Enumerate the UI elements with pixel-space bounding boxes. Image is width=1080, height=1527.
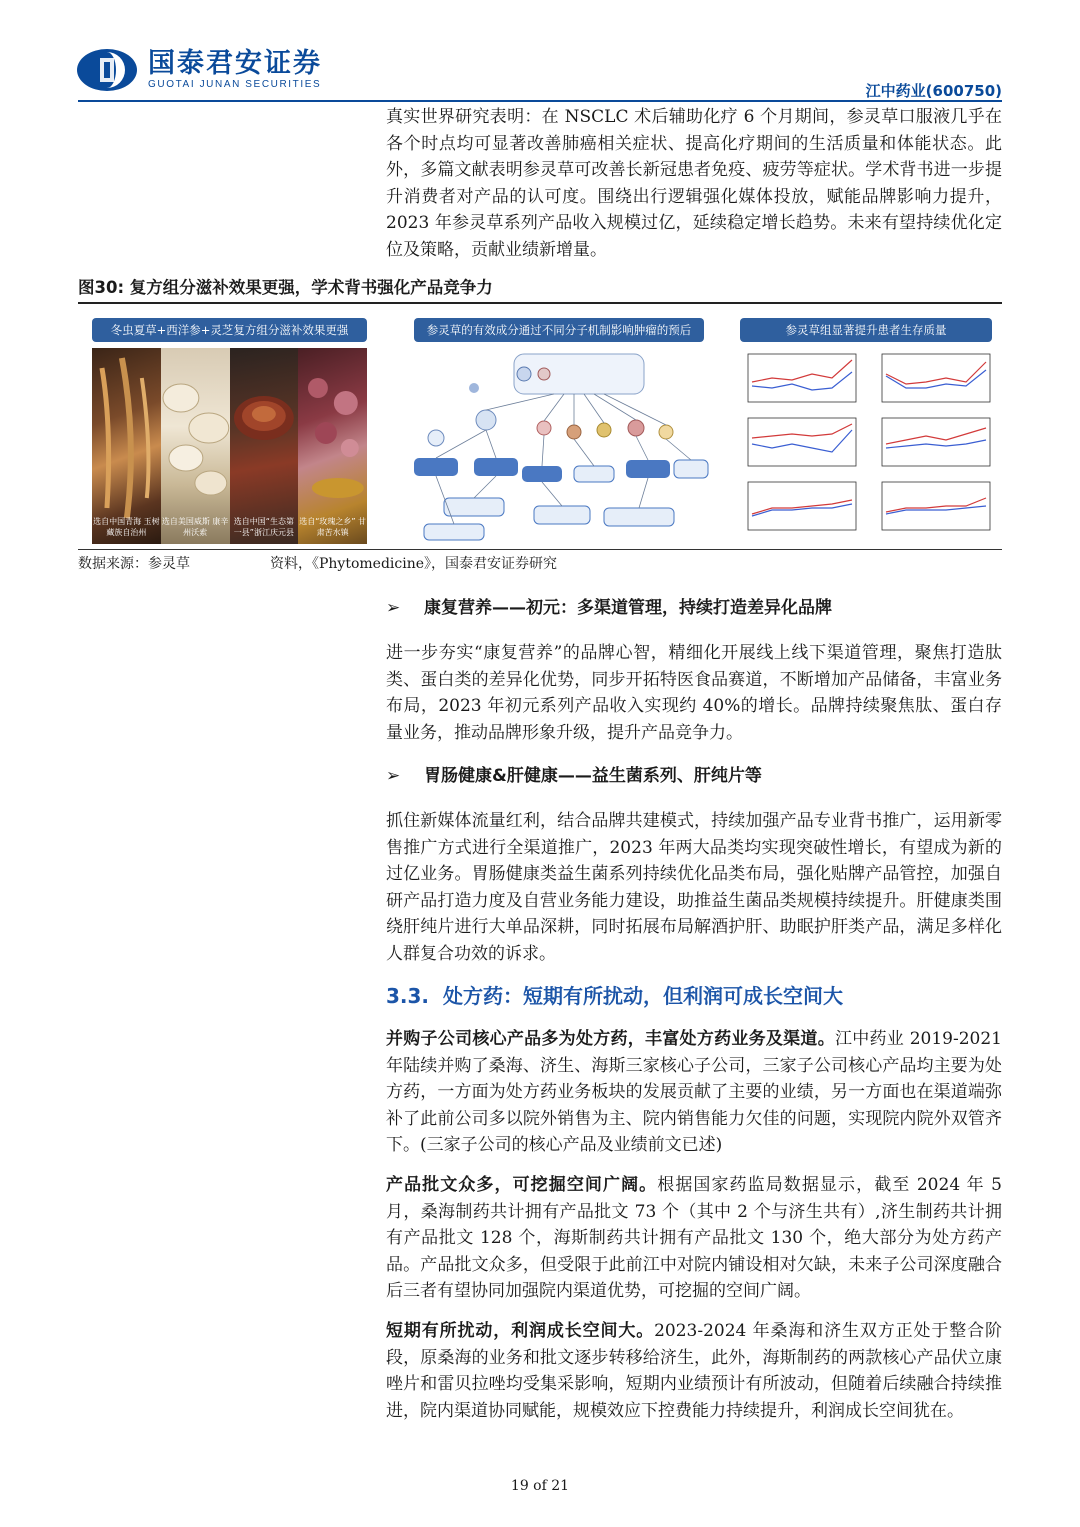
- cordyceps-photo: [92, 348, 161, 544]
- logo-english-name: GUOTAI JUNAN SECURITIES: [148, 79, 322, 90]
- figure-source: [78, 554, 557, 574]
- logo-chinese-name: 国泰君安证券: [148, 48, 322, 79]
- bullet-weichang-text: 胃肠健康&肝健康——益生菌系列、肝纯片等: [424, 766, 762, 786]
- pizhun-paragraph: [386, 1172, 1002, 1305]
- section-number: 3.3.: [386, 984, 430, 1008]
- source-left-text: 数据来源：参灵草: [78, 556, 190, 572]
- figure-top-rule: [78, 302, 1002, 304]
- quality-of-life-plots: [736, 348, 998, 544]
- company-logo: [76, 48, 322, 92]
- duanqi-paragraph: [386, 1318, 1002, 1424]
- section-heading: [386, 980, 843, 1009]
- photo-caption-2: 选自美国威斯 康辛州沃索: [161, 517, 229, 537]
- figure-panel-label-3: 参灵草组显著提升患者生存质量: [740, 318, 992, 342]
- figure-panel-label-1: 冬虫夏草+西洋参+灵芝复方组分滋补效果更强: [92, 318, 367, 342]
- lingzhi-photo: [230, 348, 299, 544]
- page-header: [0, 0, 1080, 105]
- intro-paragraph: 真实世界研究表明：在 NSCLC 术后辅助化疗 6 个月期间，参灵草口服液几乎在各个时点均可显著改善肺癌相关症状、提高化疗期间的生活质量和体能状态。此外，多篇文献表明参灵草可改善长新冠患者免疫、疲劳等症状。学术背书进一步提升消费者对产品的认可度。围绕出行逻辑强化媒体投放，赋能品牌影响力提升，2023 年参灵草系列产品收入规模过亿，延续稳定增长趋势。未来有望持续优化定位及策略，贡献业绩新增量。: [386, 107, 1002, 260]
- pizhun-lead: 产品批文众多，可挖掘空间广阔。: [386, 1175, 658, 1195]
- binggou-paragraph: [386, 1026, 1002, 1159]
- pizhun-body: 根据国家药监局数据显示，截至 2024 年 5 月，桑海制药共计拥有产品批文 73 个（其中 2 个与济生共有）,济生制药共计拥有产品批文 128 个，海斯制药共计拥有产品批文 130 个，绝大部分为处方药产品。产品批文众多，但受限于此前江中对院内铺设相对欠缺，未来子公司深度融合后三者有望协同加强院内渠道优势，可挖掘的空间广阔。: [386, 1175, 1002, 1301]
- report-stock-tag: 江中药业(600750): [865, 82, 1002, 100]
- rose-photo: [298, 348, 367, 544]
- figure-title: 图30: 复方组分滋补效果更强，学术背书强化产品竞争力: [78, 278, 493, 297]
- bullet-weichang: [386, 764, 762, 788]
- logo-emblem-icon: [76, 48, 138, 92]
- kangfu-paragraph: 进一步夯实“康复营养”的品牌心智，精细化开展线上线下渠道管理，聚焦打造肽类、蛋白类的差异化优势，同步开拓特医食品赛道，不断增加产品储备，丰富业务布局，2023 年初元系列产品收入实现约 40%的增长。品牌持续聚焦肽、蛋白存量业务，推动品牌形象升级，提升产品竞争力。: [386, 643, 1002, 743]
- bullet-arrow-icon: ➢: [386, 766, 401, 786]
- section-title: 处方药：短期有所扰动，但利润可成长空间大: [443, 984, 844, 1008]
- binggou-body: 江中药业 2019-2021 年陆续并购了桑海、济生、海斯三家核心子公司，三家子公司核心产品均主要为处方药，一方面为处方药业务板块的发展贡献了主要的业绩，另一方面也在渠道端弥补了此前公司多以院外销售为主、院内销售能力欠佳的问题，实现院内院外双管齐下。(三家子公司的核心产品及业绩前文已述): [386, 1029, 1003, 1155]
- source-right-text: 资料，《Phytomedicine》，国泰君安证券研究: [270, 556, 558, 572]
- american-ginseng-photo: [161, 348, 230, 544]
- weichang-paragraph: 抓住新媒体流量红利，结合品牌共建模式，持续加强产品专业背书推广，运用新零售推广方式进行全渠道推广，2023 年两大品类均实现突破性增长，有望成为新的过亿业务。胃肠健康类益生菌系列持续优化品类布局，强化贴牌产品管控，加强自研产品打造力度及自营业务能力建设，助推益生菌品类规模持续提升。肝健康类围绕肝纯片进行大单品深耕，同时拓展布局解酒护肝、助眠护肝类产品，满足多样化人群复合功效的诉求。: [386, 811, 1002, 964]
- photo-caption-1: 选自中国青海 玉树藏族自治州: [93, 517, 160, 537]
- figure-panel-label-2: 参灵草的有效成分通过不同分子机制影响肿瘤的预后: [414, 318, 704, 342]
- bullet-kangfu-text: 康复营养——初元：多渠道管理，持续打造差异化品牌: [424, 598, 832, 618]
- photo-caption-4: 选自“玫瑰之乡” 甘肃苦水镇: [299, 517, 367, 537]
- binggou-lead: 并购子公司核心产品多为处方药，丰富处方药业务及渠道。: [386, 1029, 835, 1049]
- duanqi-body: 2023-2024 年桑海和济生双方正处于整合阶段，原桑海的业务和批文逐步转移给济生，此外，海斯制药的两款核心产品伏立康唑片和雷贝拉唑均受集采影响，短期内业绩预计有所波动，但随着后续融合持续推进，院内渠道协同赋能，规模效应下控费能力持续提升，利润成长空间犹在。: [386, 1321, 1002, 1421]
- ingredient-photo-strip: [92, 348, 367, 544]
- bullet-kangfu: [386, 596, 832, 620]
- duanqi-lead: 短期有所扰动，利润成长空间大。: [386, 1321, 655, 1341]
- figure-bottom-rule: [78, 549, 1002, 550]
- mechanism-diagram: [404, 348, 714, 544]
- photo-caption-3: 选自中国“生态第 一县”浙江庆元县: [233, 517, 294, 537]
- bullet-arrow-icon: ➢: [386, 598, 401, 618]
- header-divider: [78, 100, 1002, 102]
- page-number: 19 of 21: [510, 1478, 570, 1494]
